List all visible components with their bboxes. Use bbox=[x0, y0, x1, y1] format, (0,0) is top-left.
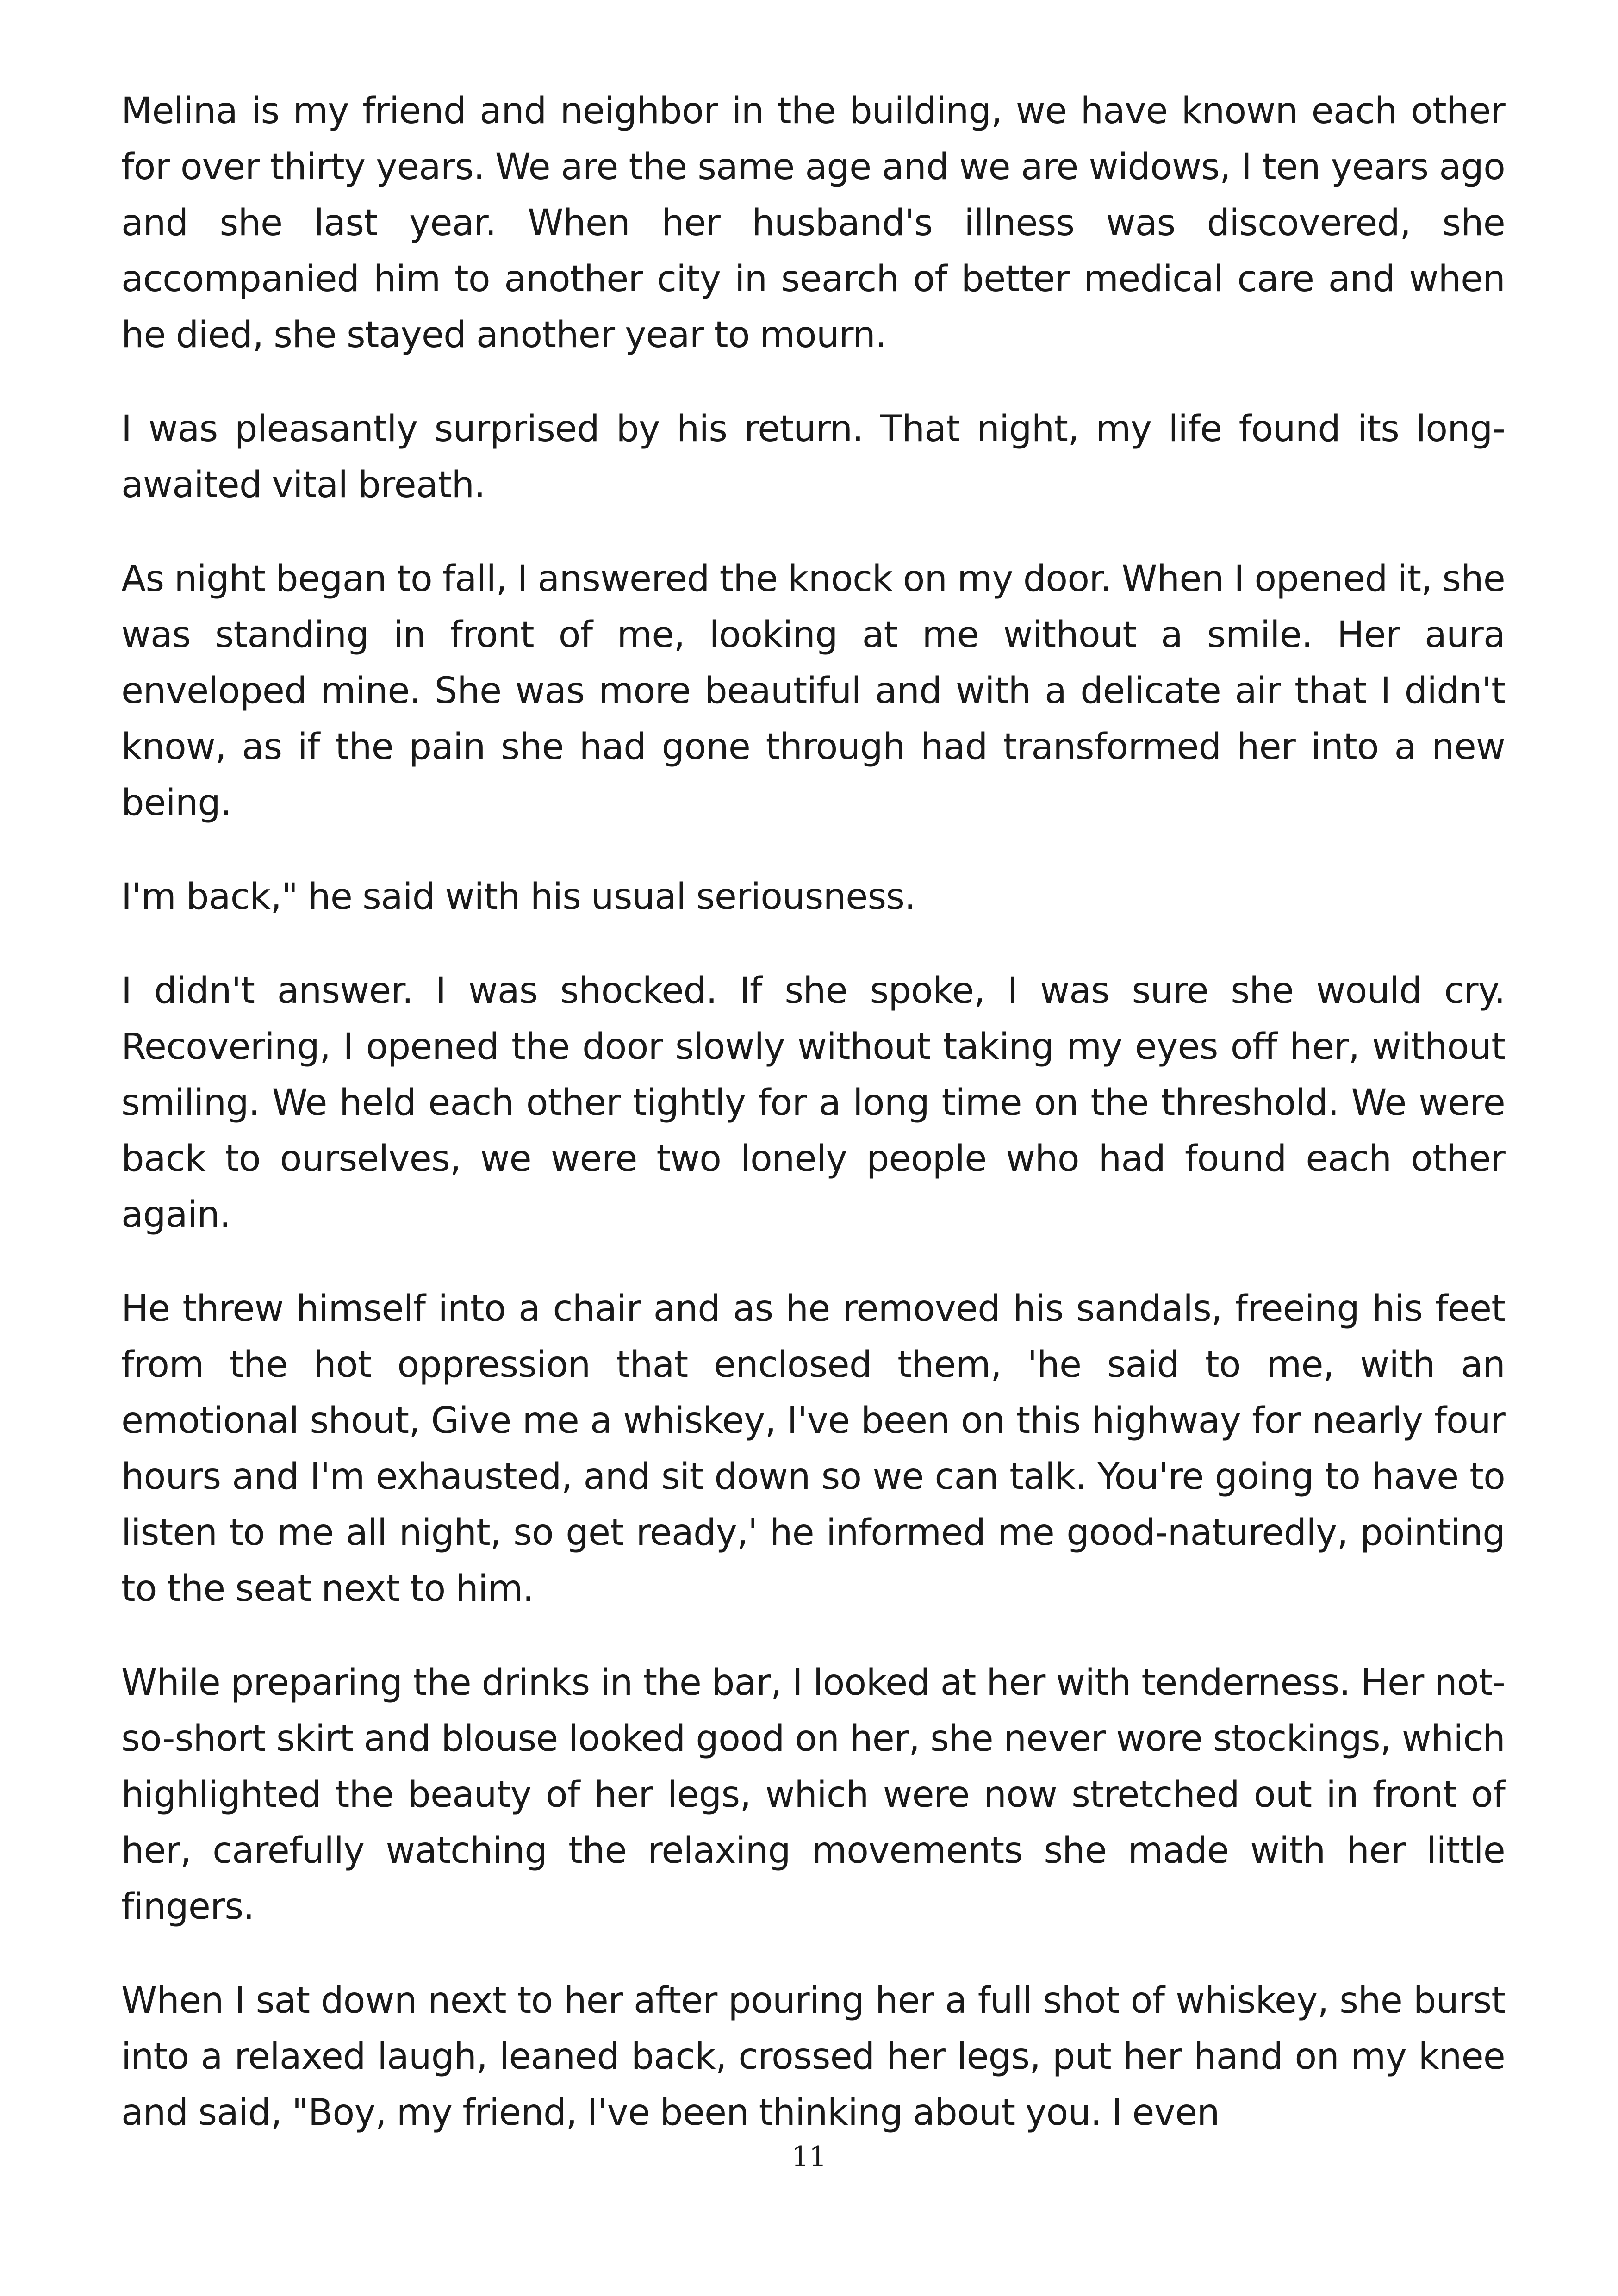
paragraph-8: When I sat down next to her after pouring her a full shot of whiskey, she burst into a relaxed laugh, leaned back, crossed her legs, put her hand on my knee and said, "Boy, my friend, I've been thinking about you. I even bbox=[121, 1980, 1505, 2134]
paragraph-3: As night began to fall, I answered the knock on my door. When I opened it, she was standing in front of me, looking at me without a smile. Her aura enveloped mine. She was more beautiful and with a delicate air that I didn't know, as if the pain she had gone through had transformed her into a new being. bbox=[121, 558, 1505, 824]
paragraph-5: I didn't answer. I was shocked. If she spoke, I was sure she would cry. Recovering, I opened the door slowly without taking my eyes off her, without smiling. We held each other tightly for a long time on the threshold. We were back to ourselves, we were two lonely people who had found each other again. bbox=[121, 970, 1505, 1236]
paragraph-7: While preparing the drinks in the bar, I looked at her with tenderness. Her not-so-short skirt and blouse looked good on her, she never wore stockings, which highlighted the beauty of her legs, which were now stretched out in front of her, carefully watching the relaxing movements she made with her little fingers. bbox=[121, 1662, 1505, 1928]
paragraph-1: Melina is my friend and neighbor in the building, we have known each other for over thirty years. We are the same age and we are widows, I ten years ago and she last year. When her husband's illness was discovered, she accompanied him to another city in search of better medical care and when he died, she stayed another year to mourn. bbox=[121, 90, 1505, 356]
paragraph-4: I'm back," he said with his usual seriousness. bbox=[121, 876, 916, 918]
paragraph-2: I was pleasantly surprised by his return. That night, my life found its long-awaited vital breath. bbox=[121, 408, 1505, 506]
page-number: 11 bbox=[791, 2140, 827, 2173]
paragraph-6: He threw himself into a chair and as he removed his sandals, freeing his feet from the hot oppression that enclosed them, 'he said to me, with an emotional shout, Give me a whiskey, I've been on this highway for nearly four hours and I'm exhausted, and sit down so we can talk. You're going to have to listen to me all night, so get ready,' he informed me good-naturedly, pointing to the seat next to him. bbox=[121, 1288, 1505, 1610]
body-text bbox=[121, 83, 1505, 2141]
